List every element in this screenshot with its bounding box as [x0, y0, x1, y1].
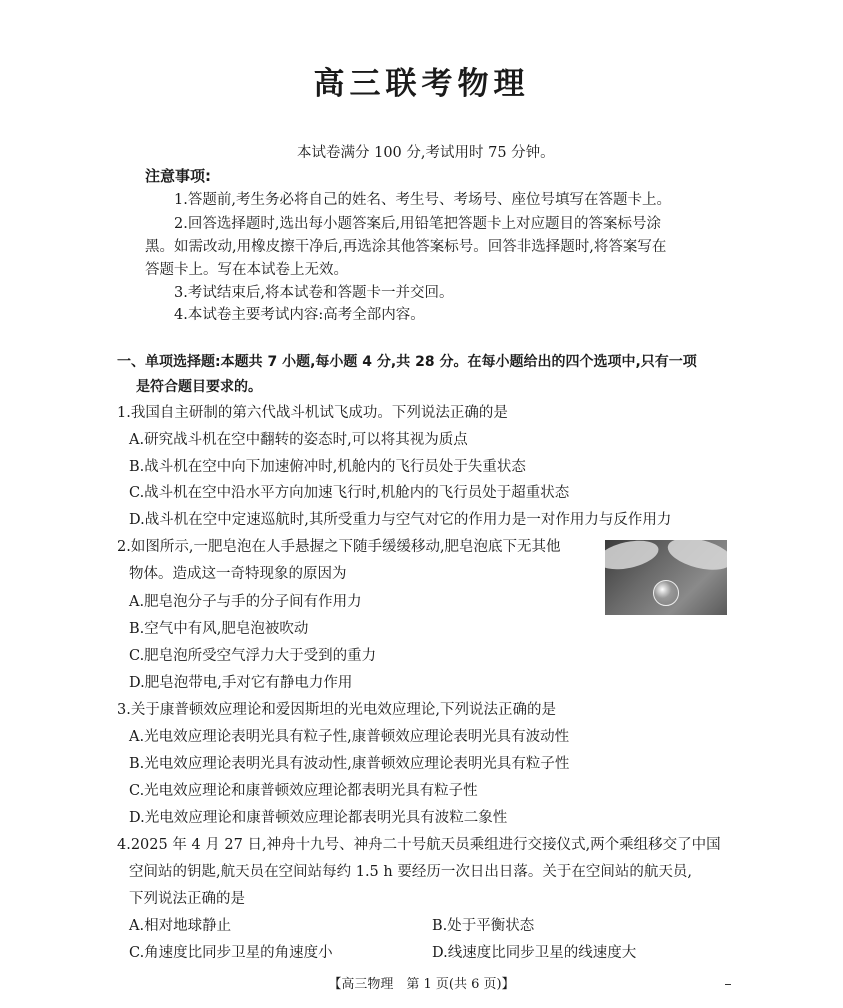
notice-line: 3.考试结束后,将本试卷和答题卡一并交回。	[174, 285, 454, 301]
section-heading: 一、单项选择题:本题共 7 小题,每小题 4 分,共 28 分。在每小题给出的四个选项中,只有一项	[117, 354, 697, 370]
question-3-option-c: C.光电效应理论和康普顿效应理论都表明光具有粒子性	[129, 783, 478, 799]
question-1-option-a: A.研究战斗机在空中翻转的姿态时,可以将其视为质点	[129, 432, 468, 448]
left-hand-shape	[605, 540, 661, 574]
notice-line: 黑。如需改动,用橡皮擦干净后,再选涂其他答案标号。回答非选择题时,将答案写在	[145, 239, 667, 255]
question-4-option-a: A.相对地球静止	[129, 918, 232, 934]
notice-line: 答题卡上。写在本试卷上无效。	[145, 262, 348, 278]
question-3-option-a: A.光电效应理论表明光具有粒子性,康普顿效应理论表明光具有波动性	[129, 729, 570, 745]
question-3-stem: 3.关于康普顿效应理论和爱因斯坦的光电效应理论,下列说法正确的是	[117, 702, 556, 718]
question-4-stem: 4.2025 年 4 月 27 日,神舟十九号、神舟二十号航天员乘组进行交接仪式,两个乘组移交了中国	[117, 837, 721, 853]
section-heading-cont: 是符合题目要求的。	[136, 379, 262, 395]
question-2-option-d: D.肥皂泡带电,手对它有静电力作用	[129, 675, 353, 691]
question-2-stem: 2.如图所示,一肥皂泡在人手悬握之下随手缓缓移动,肥皂泡底下无其他	[117, 539, 561, 555]
exam-info: 本试卷满分 100 分,考试用时 75 分钟。	[297, 145, 555, 161]
notice-line: 2.回答选择题时,选出每小题答案后,用铅笔把答题卡上对应题目的答案标号涂	[174, 216, 662, 232]
notice-line: 4.本试卷主要考试内容:高考全部内容。	[174, 307, 425, 323]
question-1-option-b: B.战斗机在空中向下加速俯冲时,机舱内的飞行员处于失重状态	[129, 459, 526, 475]
question-2-option-b: B.空气中有风,肥皂泡被吹动	[129, 621, 309, 637]
question-1-stem: 1.我国自主研制的第六代战斗机试飞成功。下列说法正确的是	[117, 405, 508, 421]
question-1-option-c: C.战斗机在空中沿水平方向加速飞行时,机舱内的飞行员处于超重状态	[129, 485, 570, 501]
soap-bubble-photo	[605, 540, 727, 615]
footer-mark	[725, 984, 731, 985]
question-4-stem-cont: 空间站的钥匙,航天员在空间站每约 1.5 h 要经历一次日出日落。关于在空间站的航天员,	[129, 864, 692, 880]
notice-line: 1.答题前,考生务必将自己的姓名、考生号、考场号、座位号填写在答题卡上。	[174, 192, 671, 208]
question-2-option-c: C.肥皂泡所受空气浮力大于受到的重力	[129, 648, 377, 664]
question-2-option-a: A.肥皂泡分子与手的分子间有作用力	[129, 594, 362, 610]
question-4-option-d: D.线速度比同步卫星的线速度大	[432, 945, 637, 961]
page-footer: 【高三物理 第 1 页(共 6 页)】	[328, 977, 515, 992]
right-hand-shape	[665, 540, 727, 576]
question-3-option-d: D.光电效应理论和康普顿效应理论都表明光具有波粒二象性	[129, 810, 508, 826]
question-4-option-c: C.角速度比同步卫星的角速度小	[129, 945, 333, 961]
question-2-stem-cont: 物体。造成这一奇特现象的原因为	[129, 566, 347, 582]
page-title: 高三联考物理	[313, 66, 530, 102]
question-3-option-b: B.光电效应理论表明光具有波动性,康普顿效应理论表明光具有粒子性	[129, 756, 570, 772]
question-4-option-b: B.处于平衡状态	[432, 918, 535, 934]
notice-heading: 注意事项:	[145, 167, 211, 185]
question-1-option-d: D.战斗机在空中定速巡航时,其所受重力与空气对它的作用力是一对作用力与反作用力	[129, 512, 672, 528]
soap-bubble	[653, 580, 679, 606]
question-4-stem-cont: 下列说法正确的是	[129, 891, 245, 907]
